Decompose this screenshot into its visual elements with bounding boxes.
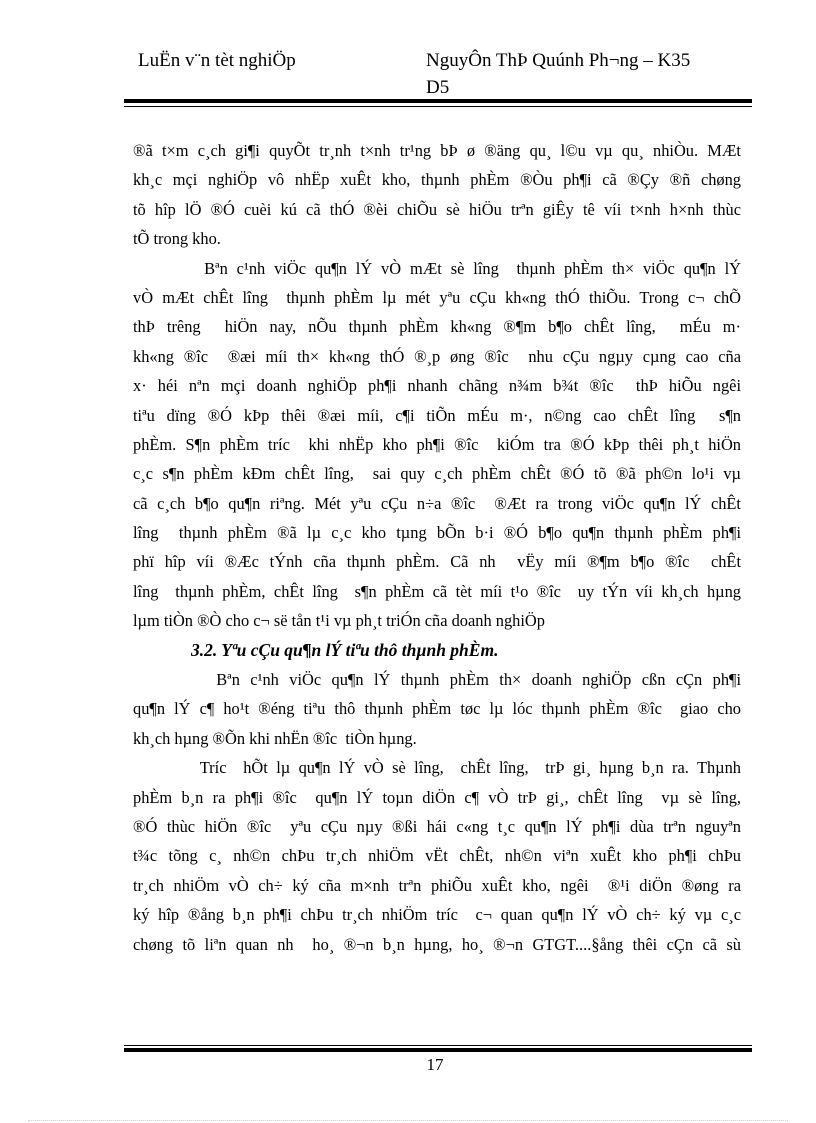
text-line: t¾c tõng c¸ nh©n chÞu tr¸ch nhiÖm vËt chÊt, nh©n viªn xuÊt kho ph¶i chÞu — [133, 846, 741, 866]
text-line: tõ hîp lÖ ®Ó cuèi kú cã thÓ ®èi chiÕu sè hiÖu trªn giÊy tê víi t×nh h×nh thùc — [133, 199, 741, 219]
header-class: D5 — [426, 77, 450, 98]
page-number: 17 — [426, 1055, 444, 1074]
text-line: vÒ mÆt chÊt lîng thµnh phÈm lµ mét yªu cÇu kh«ng thÓ thiÕu. Trong c¬ chÕ — [133, 287, 741, 307]
footer-rule-thick — [124, 1048, 752, 1052]
text-line: ký hîp ®ång b¸n ph¶i chÞu tr¸ch nhiÖm tríc c¬ quan qu¶n lÝ vÒ ch÷ ký vµ c¸c — [133, 905, 741, 925]
header-author: NguyÔn ThÞ Quúnh Ph¬ng – K35 — [426, 50, 691, 71]
text-line: cã c¸ch b¶o qu¶n riªng. Mét yªu cÇu n÷a ®îc ®Æt ra trong viÖc qu¶n lÝ chÊt — [133, 493, 741, 513]
page-edge-dotted — [28, 1120, 788, 1121]
text-line: Bªn c¹nh viÖc qu¶n lÝ thµnh phÈm th× doanh nghiÖp cßn cÇn ph¶i — [133, 670, 741, 690]
text-line: kh¸c mçi nghiÖp vô nhËp xuÊt kho, thµnh phÈm ®Òu ph¶i cã ®Çy ®ñ chøng — [133, 170, 741, 190]
header-rule-thin — [124, 106, 752, 107]
text-line: lîng thµnh phÈm, chÊt lîng s¶n phÈm cã tèt míi t¹o ®îc uy tÝn víi kh¸ch hµng — [133, 581, 741, 601]
text-line: ®ã t×m c¸ch gi¶i quyÕt tr¸nh t×nh tr¹ng bÞ ø ®äng qu¸ l©u vµ qu¸ nhiÒu. MÆt — [133, 141, 741, 160]
text-line: tÕ trong kho. — [133, 229, 221, 249]
text-line: qu¶n lÝ c¶ ho¹t ®éng tiªu thô thµnh phÈm tøc lµ lóc thµnh phÈm ®îc giao cho — [133, 699, 741, 719]
text-line: phÈm. S¶n phÈm tríc khi nhËp kho ph¶i ®îc kiÓm tra ®Ó kÞp thêi ph¸t hiÖn — [133, 434, 741, 454]
header-rule-thick — [124, 99, 752, 103]
text-line: tiªu dïng ®Ó kÞp thêi ®æi míi, c¶i tiÕn mÉu m·, n©ng cao chÊt lîng s¶n — [133, 405, 741, 425]
text-line: kh«ng ®îc ®æi míi th× kh«ng thÓ ®¸p øng ®îc nhu cÇu ngµy cµng cao cña — [133, 346, 741, 366]
document-body — [133, 136, 741, 959]
text-line: x· héi nªn mçi doanh nghiÖp ph¶i nhanh chãng n¾m b¾t ®îc thÞ hiÕu ngêi — [133, 376, 741, 396]
text-line: phï hîp víi ®Æc tÝnh cña thµnh phÈm. Cã nh vËy míi ®¶m b¶o ®îc chÊt — [133, 552, 741, 572]
text-line: ®Ó thùc hiÖn ®îc yªu cÇu nµy ®ßi hái c«ng t¸c qu¶n lÝ ph¶i dùa trªn nguyªn — [133, 816, 741, 836]
text-line: lµm tiÒn ®Ò cho c¬ së tån t¹i vµ ph¸t triÓn cña doanh nghiÖp — [133, 611, 545, 631]
text-line: Tríc hÕt lµ qu¶n lÝ vÒ sè lîng, chÊt lîng, trÞ gi¸ hµng b¸n ra. Thµnh — [133, 758, 741, 778]
text-line: tr¸ch nhiÖm vÒ ch÷ ký cña m×nh trªn phiÕu xuÊt kho, ngêi ®¹i diÖn ®øng ra — [133, 875, 741, 895]
text-line: thÞ trêng hiÖn nay, nÕu thµnh phÈm kh«ng ®¶m b¶o chÊt lîng, mÉu m· — [133, 317, 741, 337]
text-line: c¸c s¶n phÈm kÐm chÊt lîng, sai quy c¸ch phÈm chÊt ®Ó tõ ®ã ph©n lo¹i vµ — [133, 464, 741, 484]
text-line: Bªn c¹nh viÖc qu¶n lÝ vÒ mÆt sè lîng thµnh phÈm th× viÖc qu¶n lÝ — [133, 258, 741, 278]
text-line: lîng thµnh phÈm ®ã lµ c¸c kho tµng bÕn b·i ®Ó b¶o qu¶n thµnh phÈm ph¶i — [133, 523, 741, 543]
text-line: phÈm b¸n ra ph¶i ®îc qu¶n lÝ toµn diÖn c¶ vÒ trÞ gi¸, chÊt lîng vµ sè lîng, — [133, 787, 741, 807]
text-line: chøng tõ liªn quan nh ho¸ ®¬n b¸n hµng, ho¸ ®¬n GTGT....§ång thêi cÇn cã sù — [133, 934, 741, 954]
section-heading: 3.2. Yªu cÇu qu¶n lÝ tiªu thô thµnh phÈm. — [191, 639, 499, 660]
footer-rule-thin — [124, 1045, 752, 1046]
text-line: kh¸ch hµng ®Õn khi nhËn ®îc tiÒn hµng. — [133, 728, 417, 748]
header-left-title: LuËn v¨n tèt nghiÖp — [138, 50, 296, 71]
